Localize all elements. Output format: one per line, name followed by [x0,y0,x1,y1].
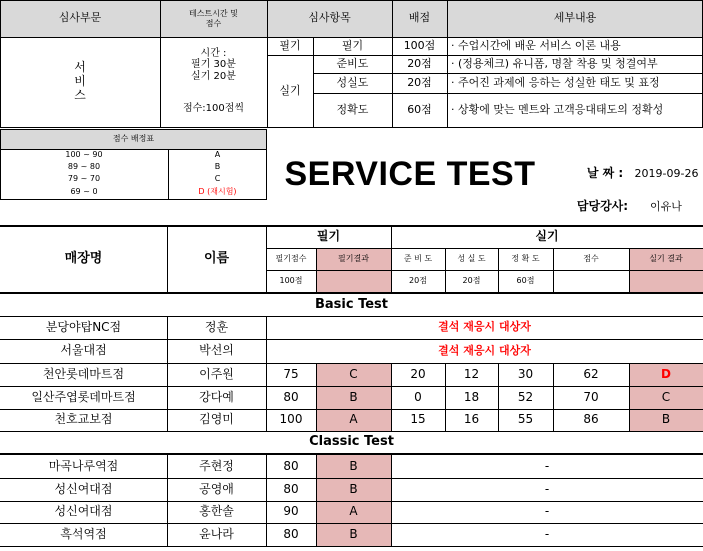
practical-points: 20점 [407,56,432,70]
max-score [553,270,629,292]
practical-result-cell: B [629,409,703,431]
written-score-cell: 75 [283,366,299,381]
name-cell: 윤나라 [199,526,234,541]
written-score-cell: 100 [279,412,303,427]
written-result-cell: B [316,478,391,501]
col-written: 필기 [316,229,341,244]
store-cell: 성신여대점 [54,504,113,519]
name-cell: 강다예 [199,389,234,404]
col-accuracy: 정 확 도 [511,254,540,264]
max-accuracy: 60점 [516,276,535,286]
written-points: 100점 [403,38,436,52]
instructor-label: 담당강사: [576,199,629,214]
service-score-info: 점수:100점씩 [182,103,245,115]
grade-range: 79 ~ 70 [67,174,101,184]
section-basic-title: Basic Test [314,296,389,312]
written-group: 필기 [279,38,301,52]
date-value: 2019-09-26 [634,166,699,180]
grade-letter-retest: D (재시험) [198,187,237,197]
col-score: 점수 [583,254,599,264]
written-result-cell: B [316,386,391,409]
accuracy-cell: 30 [517,366,534,381]
col-name: 이름 [203,250,230,266]
store-cell: 분당야탑NC점 [45,319,122,334]
service-time-info: 시간 : 필기 30분 실기 20분 [191,47,236,82]
max-practical-result [629,270,703,292]
written-result-cell: A [316,409,391,431]
grade-letter: A [214,150,221,160]
score-cell: 70 [583,389,599,404]
name-cell: 공영애 [199,481,234,496]
name-cell: 홍한솔 [199,504,234,519]
written-result-cell: C [316,363,391,386]
practical-cell: - [544,458,550,473]
absent-note: 결석 재응시 대상자 [438,320,531,334]
written-item: 필기 [341,38,364,52]
max-sincerity: 20점 [462,276,481,286]
practical-result-cell: C [629,386,703,409]
service-category: 서 비 스 [74,60,86,102]
practical-cell: - [544,504,550,519]
sincerity-cell: 16 [463,412,480,427]
col-sincerity: 성 실 도 [457,254,486,264]
practical-group: 실기 [279,83,301,97]
store-cell: 흑석역점 [60,526,107,541]
store-cell: 일산주엽롯데마트점 [31,389,136,404]
col-prep: 준 비 도 [403,254,433,264]
name-cell: 김영미 [199,412,234,427]
header-points: 배점 [392,0,447,37]
sincerity-cell: 12 [463,366,480,381]
grade-range: 89 ~ 80 [67,162,101,172]
section-classic-title: Classic Test [309,433,394,449]
header-detail: 세부내용 [447,0,703,37]
practical-points: 60점 [407,102,432,116]
written-score-cell: 80 [283,481,299,496]
practical-item: 정확도 [336,102,369,116]
written-result-cell: B [316,455,391,478]
practical-item: 성실도 [336,75,369,89]
practical-desc: · (정용체크) 유니폼, 명찰 착용 및 청결여부 [451,56,658,70]
max-written-result [316,270,391,292]
store-cell: 서울대점 [60,343,107,358]
header-dept: 심사부문 [0,0,160,37]
prep-cell: 20 [410,366,426,381]
written-result-cell: B [316,523,391,546]
practical-desc: · 상황에 맞는 멘트와 고객응대태도의 정확성 [451,102,664,116]
accuracy-cell: 55 [517,412,534,427]
written-result-cell: A [316,501,391,523]
col-practical: 실기 [535,229,559,244]
col-written-result: 필기결과 [316,248,391,270]
practical-item: 준비도 [336,56,369,70]
written-desc: · 수업시간에 배운 서비스 이론 내용 [451,38,621,52]
practical-result-cell: D [629,363,703,386]
prep-cell: 0 [414,389,422,404]
name-cell: 주현정 [199,458,234,473]
store-cell: 천호교보점 [54,412,113,427]
name-cell: 정훈 [204,319,229,334]
page-title: SERVICE TEST [284,155,536,194]
practical-desc: · 주어진 과제에 응하는 성실한 태도 및 표정 [451,75,660,89]
written-score-cell: 90 [283,504,299,519]
grade-range: 69 ~ 0 [70,187,98,197]
header-time-score: 테스트시간 및 점수 [160,0,267,37]
written-score-cell: 80 [283,526,299,541]
name-cell: 이주원 [199,366,234,381]
date-label: 날 짜 : [586,166,624,181]
store-cell: 성신여대점 [54,481,113,496]
written-score-cell: 80 [283,389,299,404]
practical-cell: - [544,481,550,496]
score-cell: 62 [583,366,599,381]
header-item: 심사항목 [267,0,392,37]
grade-table-title: 점수 배정표 [0,129,267,149]
grade-letter: B [214,162,221,172]
written-score-cell: 80 [283,458,299,473]
practical-cell: - [544,526,550,541]
sincerity-cell: 18 [463,389,480,404]
grade-range: 100 ~ 90 [65,150,103,160]
max-prep: 20점 [409,276,427,286]
col-written-score: 필기점수 [275,254,307,264]
instructor-value: 이유나 [650,199,682,213]
max-written: 100점 [279,276,303,286]
practical-points: 20점 [407,75,432,89]
col-store: 매장명 [64,250,103,266]
store-cell: 마곡나루역점 [48,458,119,473]
col-practical-result: 실기 결과 [629,248,703,270]
absent-note: 결석 재응시 대상자 [438,343,531,357]
score-cell: 86 [583,412,599,427]
prep-cell: 15 [410,412,426,427]
accuracy-cell: 52 [517,389,534,404]
grade-letter: C [214,174,221,184]
name-cell: 박선의 [199,343,234,358]
store-cell: 천안롯데마트점 [42,366,125,381]
